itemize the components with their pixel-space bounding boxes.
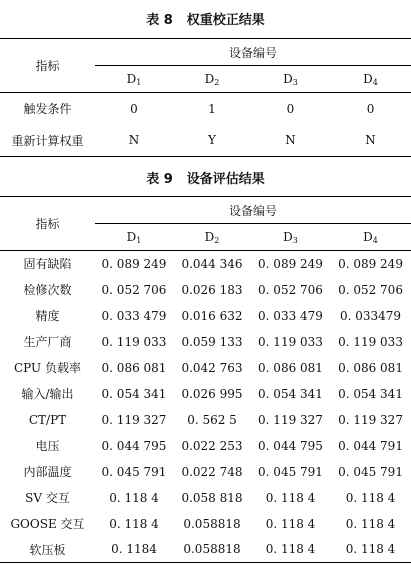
cell: 0. 089 249	[258, 256, 323, 271]
cell: 0.042 763	[181, 360, 243, 375]
cell: 0. 118 4	[265, 516, 316, 531]
cell: 0. 119 033	[101, 334, 167, 349]
cell: 0. 119 327	[338, 412, 403, 427]
cell: 0. 118 4	[265, 490, 316, 505]
table-row	[0, 329, 411, 355]
cell: N	[251, 125, 330, 157]
cell: 0.022 253	[181, 438, 243, 453]
table8-title: 权重校正结果	[186, 13, 265, 28]
cell: 0.044 346	[181, 256, 243, 271]
table9-group-header: 设备编号	[95, 197, 411, 224]
cell: 0. 033 479	[258, 308, 323, 323]
cell: 0. 1184	[95, 537, 173, 563]
table9	[0, 196, 411, 563]
cell: 0	[366, 101, 375, 116]
cell: 0. 118 4	[345, 490, 396, 505]
row-label: 重新计算权重	[0, 125, 95, 157]
cell: 0. 045 791	[258, 464, 323, 479]
table9-title: 设备评估结果	[186, 172, 265, 187]
cell: 0. 054 341	[101, 386, 167, 401]
row-label: GOOSE 交互	[10, 517, 85, 531]
cell: 0. 054 341	[258, 386, 323, 401]
table8-device-header: $D_3$	[251, 66, 330, 93]
cell: 0. 089 249	[338, 256, 403, 271]
cell: 0. 033479	[339, 308, 402, 323]
table-row	[0, 303, 411, 329]
table8	[0, 38, 411, 157]
table8-group-header: 设备编号	[95, 39, 411, 66]
row-label: CPU 负载率	[14, 361, 81, 375]
cell: 0. 033 479	[101, 308, 167, 323]
table-row	[0, 277, 411, 303]
cell: 0.058818	[173, 537, 251, 563]
cell: 0. 089 249	[101, 256, 167, 271]
cell: 0. 045 791	[101, 464, 167, 479]
row-label: 电压	[35, 439, 60, 453]
cell: 1	[208, 101, 216, 116]
cell: 0. 086 081	[338, 360, 403, 375]
table-row	[0, 511, 411, 537]
cell: 0. 086 081	[101, 360, 167, 375]
table9-device-header: $D_4$	[330, 224, 411, 251]
row-label: 软压板	[0, 537, 95, 563]
table-row	[0, 125, 411, 157]
cell: 0.022 748	[181, 464, 243, 479]
table8-caption	[0, 13, 411, 29]
table9-row-header: 指标	[0, 197, 95, 251]
row-label: 检修次数	[23, 283, 72, 297]
table-row	[0, 407, 411, 433]
cell: 0.058 818	[181, 490, 243, 505]
cell: 0. 118 4	[345, 516, 396, 531]
table8-number: 表 8	[146, 13, 173, 28]
table-row	[0, 433, 411, 459]
cell: 0. 562 5	[187, 412, 237, 427]
row-label: 输入/输出	[21, 387, 74, 401]
table-row	[0, 93, 411, 125]
row-label: CT/PT	[28, 412, 67, 427]
cell: 0. 119 327	[258, 412, 323, 427]
cell: 0. 054 341	[338, 386, 403, 401]
table-row	[0, 355, 411, 381]
cell: 0.026 183	[181, 282, 243, 297]
table-row	[0, 537, 411, 563]
table9-device-header: $D_1$	[95, 224, 173, 251]
cell: 0. 118 4	[109, 516, 159, 531]
cell: 0.058818	[183, 516, 241, 531]
row-label: 触发条件	[23, 102, 72, 117]
cell: Y	[173, 125, 251, 157]
cell: 0. 044 791	[338, 438, 403, 453]
table9-body	[0, 251, 411, 563]
table9-device-header: $D_2$	[173, 224, 251, 251]
row-label: 生产厂商	[23, 335, 72, 349]
table-row	[0, 381, 411, 407]
table8-device-header: $D_4$	[330, 66, 411, 93]
row-label: 内部温度	[23, 465, 72, 479]
cell: 0. 119 033	[338, 334, 403, 349]
cell: 0. 118 4	[109, 490, 159, 505]
cell: 0. 119 327	[101, 412, 167, 427]
cell: 0	[130, 101, 138, 116]
cell: 0. 044 795	[258, 438, 323, 453]
table9-number: 表 9	[146, 172, 173, 187]
row-label: 精度	[35, 309, 60, 323]
cell: 0.026 995	[181, 386, 243, 401]
cell: N	[95, 125, 173, 157]
row-label: SV 交互	[25, 491, 70, 505]
cell: N	[330, 125, 411, 157]
cell: 0. 052 706	[101, 282, 167, 297]
table9-device-header: $D_3$	[251, 224, 330, 251]
cell: 0. 118 4	[330, 537, 411, 563]
cell: 0	[286, 101, 295, 116]
cell: 0.059 133	[181, 334, 243, 349]
cell: 0. 045 791	[338, 464, 403, 479]
row-label: 固有缺陷	[23, 257, 72, 272]
cell: 0.016 632	[181, 308, 243, 323]
table8-row-header: 指标	[0, 39, 95, 93]
cell: 0. 052 706	[258, 282, 323, 297]
table9-caption	[0, 172, 411, 188]
table-row	[0, 251, 411, 277]
table-row	[0, 459, 411, 485]
table8-device-header: $D_2$	[173, 66, 251, 93]
cell: 0. 118 4	[251, 537, 330, 563]
cell: 0. 052 706	[338, 282, 403, 297]
cell: 0. 044 795	[101, 438, 167, 453]
cell: 0. 119 033	[258, 334, 323, 349]
cell: 0. 086 081	[258, 360, 323, 375]
table8-device-header: $D_1$	[95, 66, 173, 93]
table-row	[0, 485, 411, 511]
